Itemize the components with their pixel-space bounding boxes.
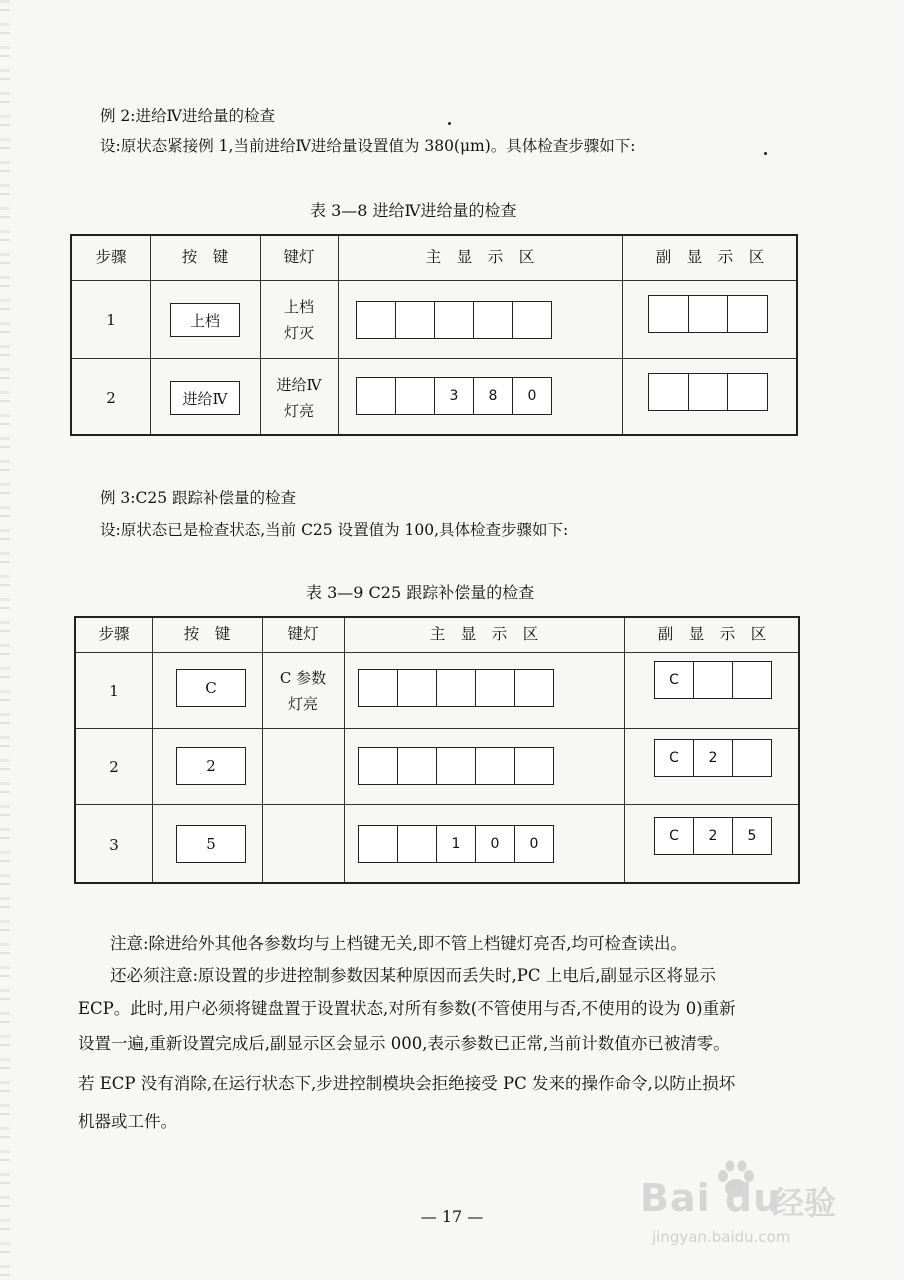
step-number: 1 [109, 681, 119, 700]
key-lamp-status: 上档 灯灭 [283, 297, 314, 342]
table-header-row [76, 618, 798, 652]
table38-caption: 表 3—8 进给Ⅳ进给量的检查 [310, 201, 517, 220]
table-header-row [72, 236, 796, 280]
step-number: 2 [106, 388, 116, 407]
table-row [72, 280, 796, 359]
header-step: 步骤 [95, 248, 127, 267]
key-button: C [176, 669, 246, 707]
page-number: — 17 — [420, 1207, 484, 1226]
example3-title: 例 3:C25 跟踪补偿量的检查 [100, 489, 297, 507]
note-line-6: 机器或工件。 [78, 1112, 177, 1131]
table39-caption: 表 3—9 C25 跟踪补偿量的检查 [306, 583, 535, 602]
header-main-display: 主 显 示 区 [429, 625, 539, 644]
header-sub-display: 副 显 示 区 [657, 625, 767, 644]
sub-display: C [654, 661, 772, 699]
sub-display [648, 295, 768, 333]
table-row [76, 652, 798, 729]
step-number: 1 [106, 310, 116, 329]
note-line-1: 注意:除进给外其他各参数均与上档键无关,即不管上档键灯亮否,均可检查读出。 [110, 934, 688, 953]
watermark-cn: 经验 [772, 1184, 837, 1222]
example2-desc: 设:原状态紧接例 1,当前进给Ⅳ进给量设置值为 380(μm)。具体检查步骤如下: [100, 137, 636, 155]
key-button: 上档 [170, 303, 240, 337]
sub-display: C 2 5 [654, 817, 772, 855]
scan-speck [764, 152, 767, 155]
note-line-2: 还必须注意:原设置的步进控制参数因某种原因而丢失时,PC 上电后,副显示区将显示 [110, 966, 717, 985]
note-line-5: 若 ECP 没有消除,在运行状态下,步进控制模块会拒绝接受 PC 发来的操作命令,以防止损坏 [78, 1074, 736, 1093]
header-key: 按 键 [183, 625, 231, 644]
watermark-url: jingyan.baidu.com [652, 1228, 791, 1246]
table-3-9 [74, 616, 800, 884]
scan-speck [448, 122, 451, 125]
main-display [356, 301, 552, 339]
header-main-display: 主 显 示 区 [425, 248, 535, 267]
step-number: 3 [109, 835, 119, 854]
example2-title: 例 2:进给Ⅳ进给量的检查 [100, 107, 275, 125]
key-lamp-status: 进给Ⅳ 灯亮 [276, 375, 322, 420]
table-row [76, 804, 798, 885]
key-button: 5 [176, 825, 246, 863]
watermark-brand: Bai du [640, 1176, 782, 1220]
note-line-3: ECP。此时,用户必须将键盘置于设置状态,对所有参数(不管使用与否,不使用的设为 0)重新 [78, 999, 736, 1018]
main-display [358, 669, 554, 707]
header-sub-display: 副 显 示 区 [655, 248, 765, 267]
header-step: 步骤 [98, 625, 130, 644]
sub-display [648, 373, 768, 411]
table-3-8 [70, 234, 798, 436]
header-lamp: 键灯 [287, 625, 319, 644]
header-lamp: 键灯 [283, 248, 315, 267]
sub-display: C 2 [654, 739, 772, 777]
table-row [76, 728, 798, 805]
baidu-watermark [612, 1158, 872, 1253]
note-line-4: 设置一遍,重新设置完成后,副显示区会显示 000,表示参数已正常,当前计数值亦已被清零。 [78, 1034, 730, 1053]
key-button: 2 [176, 747, 246, 785]
main-display: 3 8 0 [356, 377, 552, 415]
header-key: 按 键 [181, 248, 229, 267]
step-number: 2 [109, 757, 119, 776]
example3-desc: 设:原状态已是检查状态,当前 C25 设置值为 100,具体检查步骤如下: [100, 521, 569, 539]
table-row [72, 358, 796, 437]
main-display [358, 747, 554, 785]
key-button: 进给Ⅳ [170, 381, 240, 415]
key-lamp-status: C 参数 灯亮 [279, 668, 327, 713]
main-display: 1 0 0 [358, 825, 554, 863]
scan-edge [0, 0, 10, 1280]
